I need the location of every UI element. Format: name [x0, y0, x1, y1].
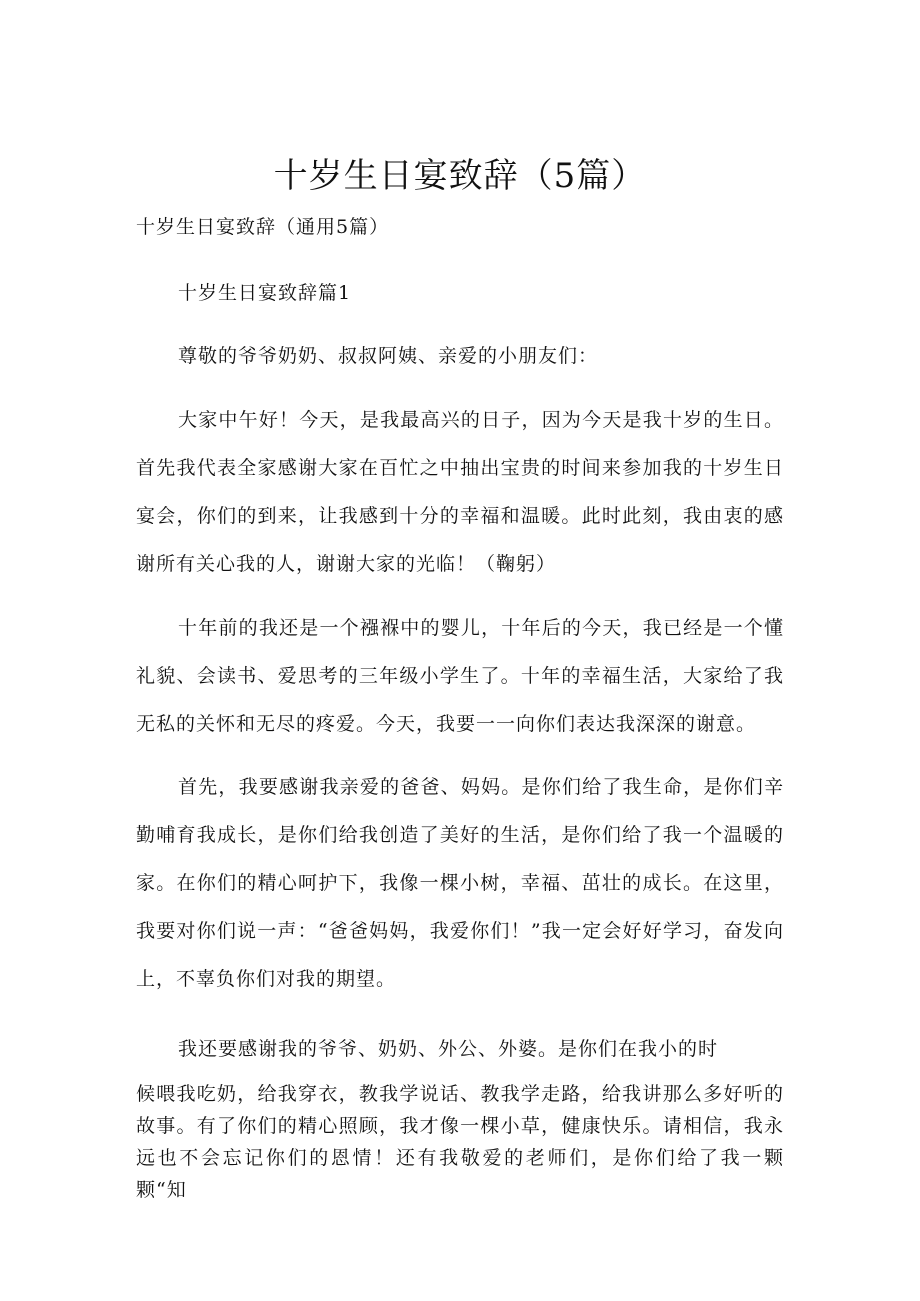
section-heading: 十岁生日宴致辞篇1 [178, 282, 352, 304]
document-title: 十岁生日宴致辞（5篇） [273, 156, 647, 196]
body-paragraph-1: 大家中午好！今天，是我最高兴的日子，因为今天是我十岁的生日。首先我代表全家感谢大家在百忙之中抽出宝贵的时间来参加我的十岁生日宴会，你们的到来，让我感到十分的幸福和温暖。此时此刻，我由衷的感谢所有关心我的人，谢谢大家的光临！（鞠躬） [136, 409, 784, 575]
body-paragraph-4-continuation: 候喂我吃奶，给我穿衣，教我学说话、教我学走路，给我讲那么多好听的故事。有了你们的精心照顾，我才像一棵小草，健康快乐。请相信，我永远也不会忘记你们的恩情！还有我敬爱的老师们，是你们给了我一颗颗“知 [136, 1083, 784, 1201]
body-paragraph-2: 十年前的我还是一个襁褓中的婴儿，十年后的今天，我已经是一个懂礼貌、会读书、爱思考的三年级小学生了。十年的幸福生活，大家给了我无私的关怀和无尽的疼爱。今天，我要一一向你们表达我深深的谢意。 [136, 617, 784, 735]
body-paragraph-3: 首先，我要感谢我亲爱的爸爸、妈妈。是你们给了我生命，是你们辛勤哺育我成长，是你们给我创造了美好的生活，是你们给了我一个温暖的家。在你们的精心呵护下，我像一棵小树，幸福、茁壮的成长。在这里，我要对你们说一声：“爸爸妈妈，我爱你们！”我一定会好好学习，奋发向上，不辜负你们对我的期望。 [136, 776, 784, 990]
document-subtitle: 十岁生日宴致辞（通用5篇） [136, 216, 390, 238]
greeting-paragraph: 尊敬的爷爷奶奶、叔叔阿姨、亲爱的小朋友们： [178, 345, 599, 367]
body-paragraph-4-start: 我还要感谢我的爷爷、奶奶、外公、外婆。是你们在我小的时 [178, 1038, 719, 1060]
